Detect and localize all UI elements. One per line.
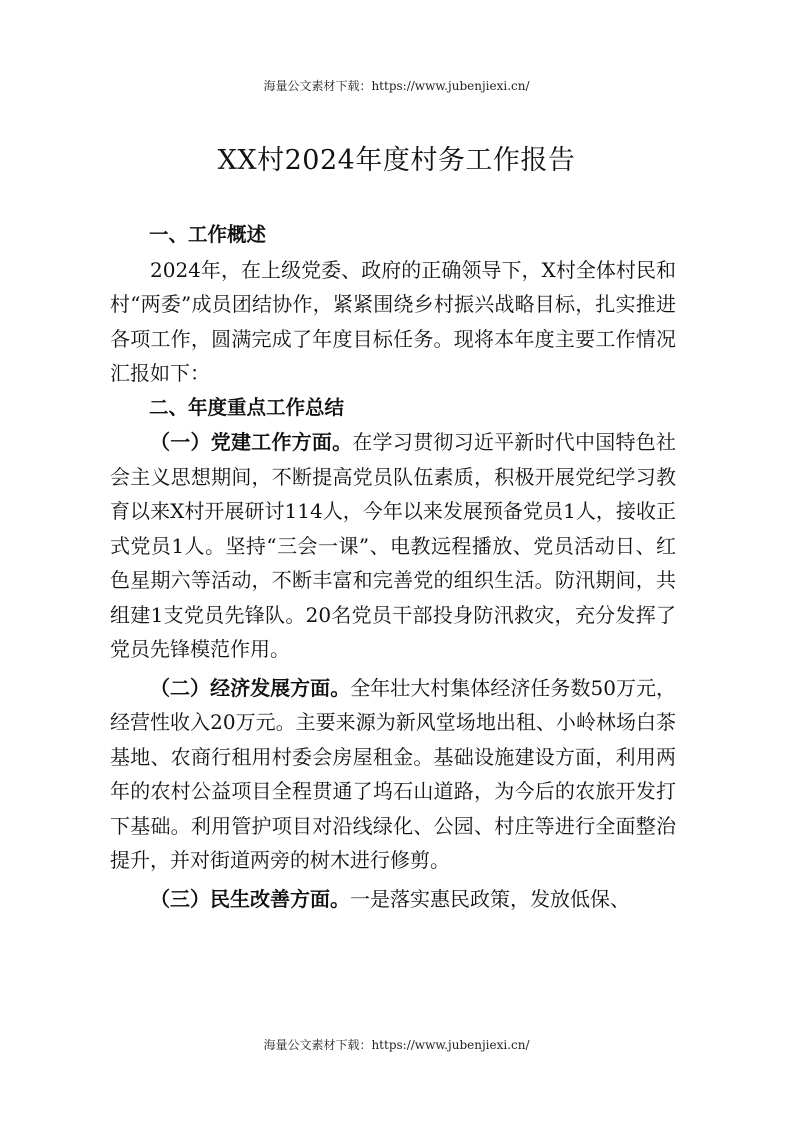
page-header-note: 海量公文素材下载：https://www.jubenjiexi.cn/ <box>263 79 530 93</box>
paragraph-lead: （二）经济发展方面。 <box>150 675 351 700</box>
paragraph-lead: （三）民生改善方面。 <box>150 886 350 911</box>
document-title: XX村2024年度村务工作报告 <box>217 145 576 176</box>
paragraph-party-building <box>110 425 676 667</box>
paragraph-economic-development <box>110 671 676 878</box>
paragraph-text: 2024年，在上级党委、政府的正确领导下，X村全体村民和村“两委”成员团结协作，紧紧围绕乡村振兴战略目标，扎实推进各项工作，圆满完成了年度目标任务。现将本年度主要工作情况汇报如下： <box>110 257 676 385</box>
section-heading-summary: 二、年度重点工作总结 <box>149 395 345 419</box>
section-heading-overview: 一、工作概述 <box>149 223 267 246</box>
paragraph-lead: （一）党建工作方面。 <box>150 430 353 454</box>
paragraph-text: 在学习贯彻习近平新时代中国特色社会主义思想期间，不断提高党员队伍素质，积极开展党纪学习教育以来X村开展研讨114人，今年以来发展预备党员1人，接收正式党员1人。坚持“三会一课”、电教远程播放、党员活动日、红色星期六等活动，不断丰富和完善党的组织生活。防汛期间，共组建1支党员先锋队。20名党员干部投身防汛救灾，充分发挥了党员先锋模范作用。 <box>110 430 677 661</box>
paragraph-overview <box>110 253 676 391</box>
page-footer-note: 海量公文素材下载：https://www.jubenjiexi.cn/ <box>263 1038 530 1052</box>
paragraph-text: 全年壮大村集体经济任务数50万元，经营性收入20万元。主要来源为新风堂场地出租、小岭林场白茶基地、农商行租用村委会房屋租金。基础设施建设方面，利用两年的农村公益项目全程贯通了坞石山道路，为今后的农旅开发打下基础。利用管护项目对沿线绿化、公园、村庄等进行全面整治提升，并对街道两旁的树木进行修剪。 <box>110 675 676 872</box>
paragraph-text: 一是落实惠民政策，发放低保、 <box>350 886 630 911</box>
paragraph-livelihood <box>110 882 676 917</box>
document-body <box>110 218 676 916</box>
